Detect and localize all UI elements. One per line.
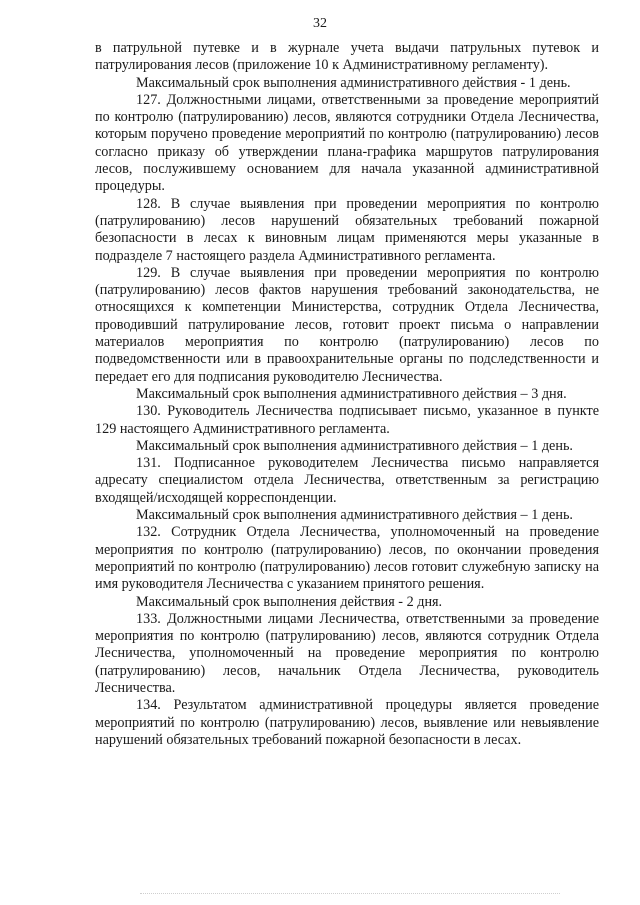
paragraph-130: 130. Руководитель Лесничества подписывает письмо, указанное в пункте 129 настоящего Административного регламента.	[95, 403, 599, 437]
paragraph-deadline: Максимальный срок выполнения административного действия – 1 день.	[136, 437, 573, 454]
paragraph-132: 132. Сотрудник Отдела Лесничества, уполномоченный на проведение мероприятия по контролю (патрулированию) лесов, по окончании проведения мероприятий по контролю (патрулированию) лесов готовит служебную записку на имя руководителя Лесничества с указанием принятого решения.	[95, 524, 599, 593]
paragraph-131: 131. Подписанное руководителем Лесничества письмо направляется адресату специалистом отдела Лесничества, ответственным за регистрацию входящей/исходящей корреспонденции.	[95, 455, 599, 506]
paragraph-128: 128. В случае выявления при проведении мероприятия по контролю (патрулированию) лесов нарушений обязательных требований пожарной безопасности в лесах к виновным лицам применяются меры указанные в подразделе 7 настоящего раздела Административного регламента.	[95, 195, 599, 264]
paragraph-127: 127. Должностными лицами, ответственными за проведение мероприятий по контролю (патрулированию) лесов, являются сотрудники Отдела Лесничества, которым поручено проведение мероприятий по контролю (патрулированию) лесов согласно приказу об утверждении плана-графика маршрутов патрулирования лесов, послужившему основанием для начала указанной административной процедуры.	[95, 91, 599, 195]
paragraph-134: 134. Результатом административной процедуры является проведение мероприятий по контролю (патрулированию) лесов, выявление или невыявление нарушений обязательных требований пожарной безопасности в лесах.	[95, 697, 599, 748]
document-body	[95, 40, 599, 749]
paragraph-133: 133. Должностными лицами Лесничества, ответственными за проведение мероприятия по контролю (патрулированию) лесов, являются сотрудник Отдела Лесничества, уполномоченный на проведение мероприятия по контролю (патрулированию) лесов, начальник Отдела Лесничества, руководитель Лесничества.	[95, 610, 599, 696]
paragraph-continuation: в патрульной путевке и в журнале учета выдачи патрульных путевок и патрулирования лесов (приложение 10 к Административному регламенту).	[95, 40, 599, 74]
page-number: 32	[313, 16, 327, 31]
paragraph-deadline: Максимальный срок выполнения действия - 2 дня.	[136, 593, 443, 610]
footer-divider	[140, 893, 560, 894]
paragraph-deadline: Максимальный срок выполнения административного действия – 1 день.	[136, 507, 573, 524]
paragraph-deadline: Максимальный срок выполнения административного действия – 3 дня.	[136, 385, 567, 402]
paragraph-129: 129. В случае выявления при проведении мероприятия по контролю (патрулированию) лесов фактов нарушения требований законодательства, не относящихся к компетенции Министерства, сотрудник Отдела Лесничества, проводивший патрулирование лесов, готовит проект письма о направлении материалов мероприятия по контролю (патрулированию) лесов по подведомственности или в правоохранительные органы по подследственности и передает его для подписания руководителю Лесничества.	[95, 264, 599, 385]
paragraph-deadline: Максимальный срок выполнения административного действия - 1 день.	[136, 74, 571, 91]
